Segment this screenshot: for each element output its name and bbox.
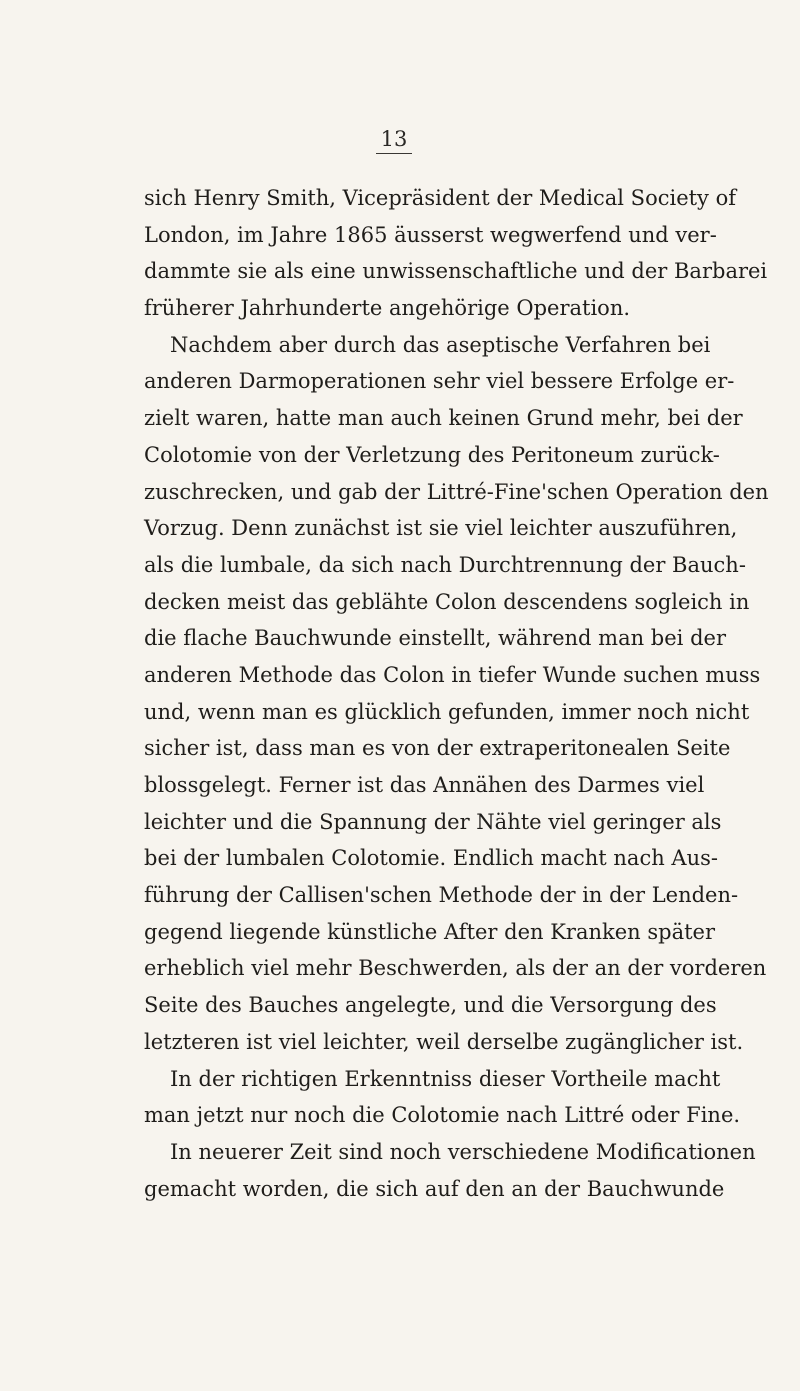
text-line: Colotomie von der Verletzung des Peritoneum zurück-: [144, 442, 720, 467]
text-line: und, wenn man es glücklich gefunden, immer noch nicht: [144, 699, 750, 724]
text-line: als die lumbale, da sich nach Durchtrennung der Bauch-: [144, 552, 746, 577]
text-line: erheblich viel mehr Beschwerden, als der an der vorderen: [144, 956, 767, 981]
text-line: bei der lumbalen Colotomie. Endlich macht nach Aus-: [144, 846, 718, 871]
page-number: 13: [380, 127, 408, 151]
text-line: Vorzug. Denn zunächst ist sie viel leichter auszuführen,: [144, 516, 738, 541]
text-line: führung der Callisen'schen Methode der in der Lenden-: [144, 883, 739, 908]
text-line: anderen Darmoperationen sehr viel bessere Erfolge er-: [144, 369, 735, 394]
text-line: In neuerer Zeit sind noch verschiedene Modificationen: [170, 1139, 756, 1164]
body-text: [144, 180, 769, 1207]
text-line: dammte sie als eine unwissenschaftliche und der Barbarei: [144, 259, 768, 284]
text-line: Nachdem aber durch das aseptische Verfahren bei: [170, 332, 711, 357]
text-line: früherer Jahrhunderte angehörige Operation.: [144, 296, 631, 321]
text-line: letzteren ist viel leichter, weil derselbe zugänglicher ist.: [144, 1029, 744, 1054]
text-line: anderen Methode das Colon in tiefer Wunde suchen muss: [144, 662, 761, 687]
text-line: gemacht worden, die sich auf den an der Bauchwunde: [144, 1176, 725, 1201]
text-line: gegend liegende künstliche After den Kranken später: [144, 919, 715, 944]
text-line: die flache Bauchwunde einstellt, während man bei der: [144, 626, 726, 651]
text-line: zuschrecken, und gab der Littré-Fine'schen Operation den: [144, 479, 769, 504]
text-line: blossgelegt. Ferner ist das Annähen des Darmes viel: [144, 773, 705, 797]
text-line: Seite des Bauches angelegte, und die Versorgung des: [144, 993, 717, 1018]
text-line: sicher ist, dass man es von der extraperitonealen Seite: [144, 736, 731, 761]
text-line: sich Henry Smith, Vicepräsident der Medical Society of: [144, 186, 737, 210]
page-number-rule: [376, 153, 412, 154]
text-line: leichter und die Spannung der Nähte viel geringer als: [144, 809, 722, 834]
text-line: London, im Jahre 1865 äusserst wegwerfend und ver-: [144, 222, 717, 247]
text-line: man jetzt nur noch die Colotomie nach Littré oder Fine.: [144, 1103, 741, 1128]
text-line: In der richtigen Erkenntniss dieser Vortheile macht: [170, 1066, 721, 1091]
text-line: zielt waren, hatte man auch keinen Grund mehr, bei der: [144, 406, 743, 431]
text-line: decken meist das geblähte Colon descendens sogleich in: [144, 589, 750, 614]
